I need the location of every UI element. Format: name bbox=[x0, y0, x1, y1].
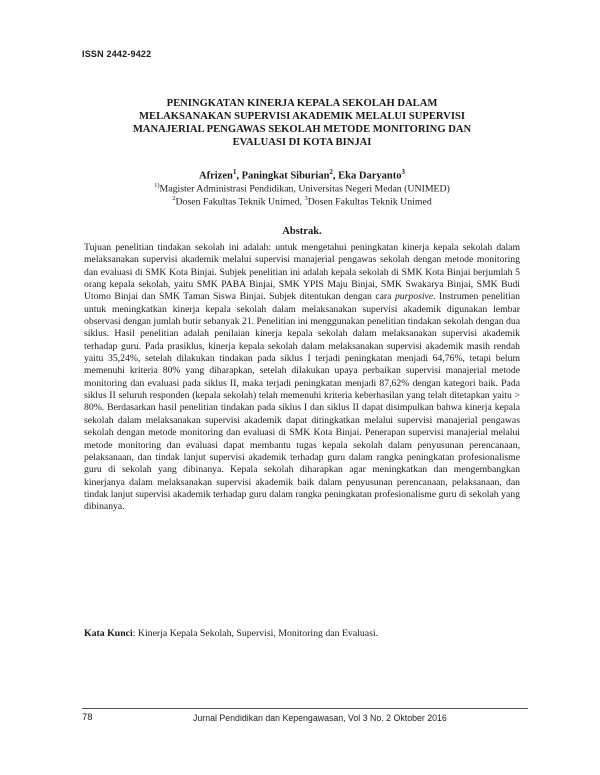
page-number: 78 bbox=[82, 712, 93, 723]
paper-title bbox=[82, 97, 522, 149]
footer-divider bbox=[82, 708, 528, 709]
affiliation-text: Magister Administrasi Pendidikan, Universitas Negeri Medan (UNIMED) bbox=[159, 183, 450, 195]
abstract-body bbox=[84, 242, 520, 514]
title-line: PENINGKATAN KINERJA KEPALA SEKOLAH DALAM bbox=[166, 98, 438, 109]
abstract-text: . Instrumen penelitian untuk meningkatkan kinerja kepala sekolah dalam melaksanakan supervisi akademik digunakan lembar observasi dengan jumlah butir sebanyak 21. Penelitian ini menggunakan penelitian tindakan sekolah dengan dua siklus. Hasil penelitian adalah penilaian kinerja kepala sekolah dalam melaksanakan supervisi akademik terhadap guru. Pada prasiklus, kinerja kepala sekolah dalam melaksanakan supervisi akademik masih rendah yaitu 35,24%, setelah dilakukan tindakan pada siklus I terjadi peningkatan menjadi 64,76%, tetapi belum memenuhi kriteria 80% yang diharapkan, setelah dilakukan upaya perbaikan supervisi manajerial metode monitoring dan evaluasi pada siklus II, maka terjadi peningkatan menjadi 87,62% dengan kategori baik. Pada siklus II seluruh responden (kepala sekolah) telah memenuhi kriteria keberhasilan yang telah ditetapkan yaitu > 80%. Berdasarkan hasil penelitian tindakan pada siklus I dan siklus II dapat disimpulkan bahwa kinerja kepala sekolah dalam melaksanakan supervisi akademik dapat ditingkatkan melalui supervisi manajerial pengawas sekolah dengan metode monitoring dan evaluasi di SMK Kota Binjai. Penerapan supervisi manajerial melalui metode monitoring dan evaluasi dapat membantu tugas kepala sekolah dalam penyusunan perencanaan, pelaksanaan, dan tindak lanjut supervisi akademik terhadap guru dalam rangka peningkatan profesionalisme guru di sekolah yang dibinanya. Kepala sekolah diharapkan agar meningkatkan dan mengembangkan kinerjanya dalam melaksanakan supervisi akademik baik dalam penyusunan perencanaan, pelaksanaan, dan tindak lanjut supervisi akademik terhadap guru dalam rangka peningkatan profesionalisme guru di sekolah yang dibinanya. bbox=[84, 291, 520, 513]
affiliation-text: Dosen Fakultas Teknik Unimed, bbox=[175, 196, 305, 208]
journal-citation: Jurnal Pendidikan dan Kepengawasan, Vol 3 No. 2 Oktober 2016 bbox=[193, 713, 447, 723]
keywords-label: Kata Kunci bbox=[84, 628, 133, 639]
abstract-text: Tujuan penelitian tindakan sekolah ini adalah: untuk mengetahui peningkatan kinerja kepala sekolah dalam melaksanakan supervisi akademik melalui supervisi manajerial pengawas sekolah dengan metode monitoring dan evaluasi di SMK Kota Binjai. Subjek penelitian ini adalah kepala sekolah di SMK Kota Binjai berjumlah 5 orang kepala sekolah, yaitu SMK PABA Binjai, SMK YPIS Maju Binjai, SMK Swakarya Binjai, SMK Budi Utomo Binjai dan SMK Taman Siswa Binjai. Subjek ditentukan dengan cara bbox=[84, 242, 520, 303]
author-name: Eka Daryanto bbox=[338, 170, 402, 182]
affiliation-text: Dosen Fakultas Teknik Unimed bbox=[307, 196, 432, 208]
title-line: MANAJERIAL PENGAWAS SEKOLAH METODE MONITORING DAN bbox=[132, 124, 472, 135]
abstract-heading: Abstrak. bbox=[282, 226, 322, 237]
author-name: Afrizen bbox=[199, 170, 233, 182]
author-mark: 3 bbox=[401, 168, 405, 176]
author-mark: 2 bbox=[329, 168, 333, 176]
issn-label: ISSN 2442-9422 bbox=[82, 49, 152, 59]
abstract-italic-term: purposive bbox=[394, 291, 434, 303]
title-line: EVALUASI DI KOTA BINJAI bbox=[232, 137, 372, 148]
title-line: MELAKSANAKAN SUPERVISI AKADEMIK MELALUI SUPERVISI bbox=[139, 111, 465, 122]
affiliation-line bbox=[82, 193, 522, 208]
author-separator: , bbox=[236, 170, 242, 182]
keywords-text: : Kinerja Kepala Sekolah, Supervisi, Monitoring dan Evaluasi. bbox=[132, 628, 379, 639]
affiliation-mark: 1) bbox=[154, 182, 160, 189]
affiliation-mark: 2 bbox=[172, 195, 176, 202]
affiliation-mark: 3 bbox=[304, 195, 308, 202]
author-name: Paningkat Siburian bbox=[241, 170, 330, 182]
author-mark: 1 bbox=[232, 168, 237, 176]
keywords bbox=[84, 628, 520, 640]
author-separator: , bbox=[332, 170, 339, 182]
